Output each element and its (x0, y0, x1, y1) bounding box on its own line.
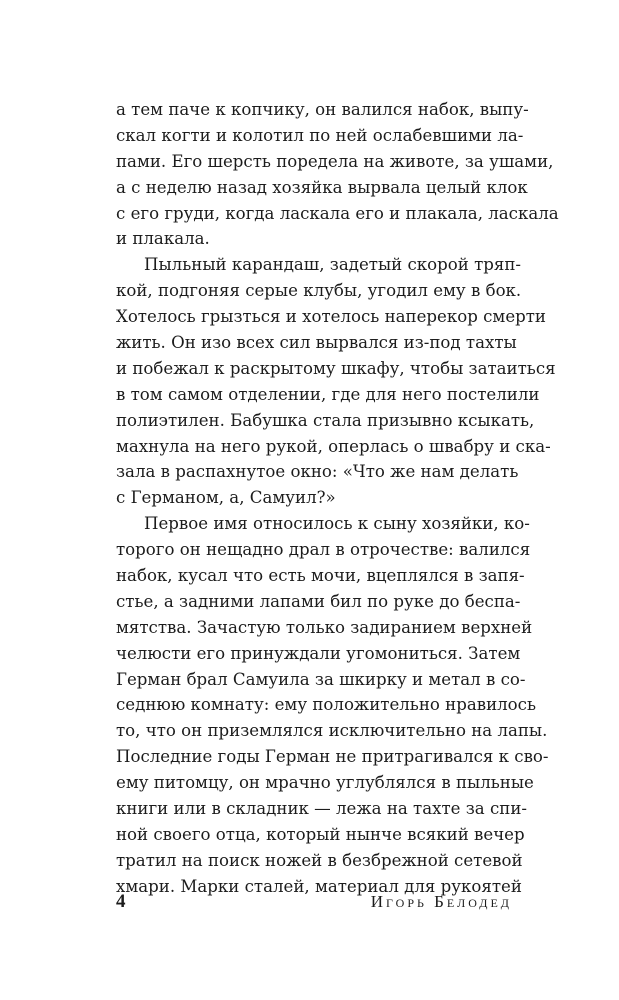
text-line: мятства. Зачастую только задиранием верхней (116, 617, 533, 637)
text-line: Хотелось грызться и хотелось наперекор смерти (116, 307, 546, 327)
text-line: пами. Его шерсть поредела на животе, за ушами, (116, 151, 554, 171)
text-line: стье, а задними лапами бил по руке до беспа- (116, 591, 521, 611)
text-line: тратил на поиск ножей в безбрежной сетевой (116, 850, 523, 870)
text-line: Герман брал Самуила за шкирку и метал в со- (116, 669, 526, 689)
text-line: махнула на него рукой, оперлась о швабру и ска- (116, 436, 551, 456)
text-line: жить. Он изо всех сил вырвался из-под тахты (116, 333, 517, 353)
text-line: книги или в складник — лежа на тахте за спи- (116, 799, 527, 819)
text-line: ему питомцу, он мрачно углублялся в пыльные (116, 773, 534, 793)
running-footer-author: Игорь Белодед (370, 892, 512, 911)
page-number: 4 (116, 891, 126, 912)
text-line: и побежал к раскрытому шкафу, чтобы затаиться (116, 358, 556, 378)
text-line: Первое имя относилось к сыну хозяйки, ко- (144, 514, 530, 534)
body-text (116, 97, 559, 900)
text-line: а тем паче к копчику, он валился набок, выпу- (116, 100, 529, 119)
text-line: хмари. Марки сталей, материал для рукоятей (116, 876, 522, 896)
text-line: а с неделю назад хозяйка вырвала целый клок (116, 177, 528, 197)
text-line: седнюю комнату: ему положительно нравилось (116, 695, 536, 715)
page-footer (116, 888, 512, 916)
text-line: кой, подгоняя серые клубы, угодил ему в бок. (116, 281, 522, 301)
text-line: полиэтилен. Бабушка стала призывно ксыкать, (116, 410, 535, 430)
text-line: с Германом, а, Самуил?» (116, 488, 336, 508)
text-line: Пыльный карандаш, задетый скорой тряп- (144, 255, 522, 275)
text-line: ной своего отца, который нынче всякий вечер (116, 824, 525, 844)
text-line: и плакала. (116, 229, 210, 249)
text-line: с его груди, когда ласкала его и плакала, ласкала (116, 203, 559, 223)
text-line: то, что он приземлялся исключительно на лапы. (116, 721, 548, 741)
text-line: набок, кусал что есть мочи, вцеплялся в запя- (116, 566, 525, 586)
text-line: Последние годы Герман не притрагивался к сво- (116, 747, 549, 767)
text-line: челюсти его принуждали угомониться. Затем (116, 643, 521, 663)
text-line: зала в распахнутое окно: «Что же нам делать (116, 462, 519, 482)
text-line: в том самом отделении, где для него постелили (116, 384, 540, 404)
text-line: торого он нещадно драл в отрочестве: валился (116, 540, 531, 560)
text-line: скал когти и колотил по ней ослабевшими ла- (116, 125, 524, 145)
